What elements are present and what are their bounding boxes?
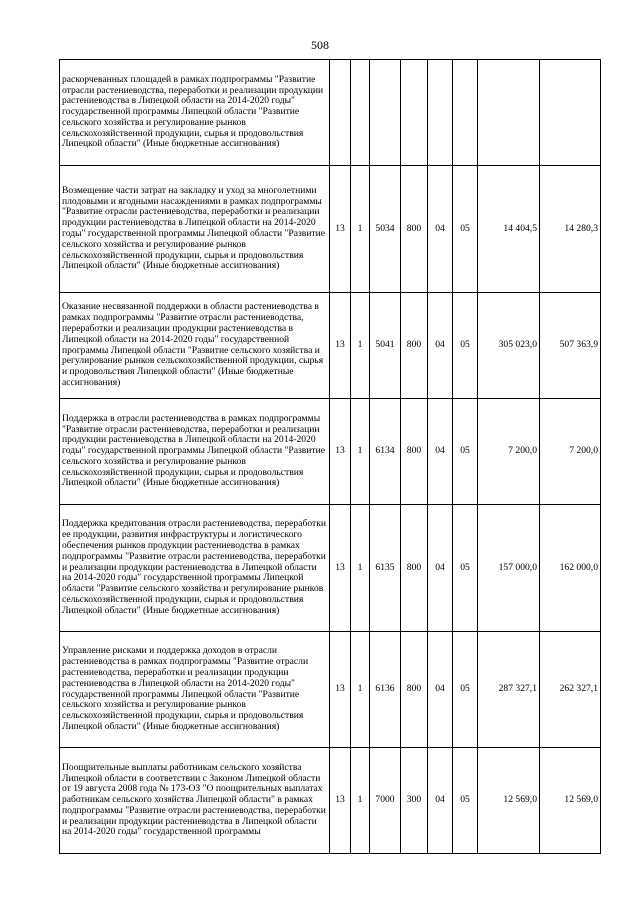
amount-year-1: 157 000,0 [478, 505, 540, 632]
amount-year-2: 14 280,3 [540, 166, 601, 293]
code-expense-type: 800 [401, 505, 428, 632]
amount-year-2: 262 327,1 [540, 632, 601, 748]
amount-year-1: 287 327,1 [478, 632, 540, 748]
code-subprogram: 1 [351, 293, 370, 399]
table-row [60, 632, 601, 748]
code-subsection: 05 [453, 166, 478, 293]
code-section: 04 [428, 293, 453, 399]
code-article: 5034 [370, 166, 401, 293]
code-gp: 13 [330, 293, 351, 399]
table-row [60, 748, 601, 854]
code-subsection: 05 [453, 748, 478, 854]
table-row [60, 293, 601, 399]
amount-year-1: 7 200,0 [478, 399, 540, 505]
amount-year-1: 12 569,0 [478, 748, 540, 854]
amount-year-2: 507 363,9 [540, 293, 601, 399]
code-gp: 13 [330, 166, 351, 293]
row-description: Поддержка кредитования отрасли растениеводства, переработки ее продукции, развития инфраструктуры и логистического обеспечения рынков продукции растениеводства в рамках подпрограммы "Развитие отрасли растениеводства, переработки и реализации продукции растениеводства в Липецкой области на 2014-2020 годы" государственной программы Липецкой области "Развитие сельского хозяйства и регулирование рынков сельскохозяйственной продукции, сырья и продовольствия Липецкой области" (Иные бюджетные ассигнования) [60, 505, 330, 632]
code-article: 6136 [370, 632, 401, 748]
code-subsection: 05 [453, 399, 478, 505]
table-row [60, 166, 601, 293]
code-expense-type: 800 [401, 399, 428, 505]
table-row [60, 60, 601, 166]
row-description: Оказание несвязанной поддержки в области растениеводства в рамках подпрограммы "Развитие отрасли растениеводства, переработки и реализации продукции растениеводства в Липецкой области на 2014-2020 годы" государственной программы Липецкой области "Развитие сельского хозяйства и регулирование рынков сельскохозяйственной продукции, сырья и продовольствия Липецкой области" (Иные бюджетные ассигнования) [60, 293, 330, 399]
code-expense-type: 800 [401, 293, 428, 399]
code-article: 6135 [370, 505, 401, 632]
code-gp: 13 [330, 505, 351, 632]
code-article: 6134 [370, 399, 401, 505]
amount-year-1: 14 404,5 [478, 166, 540, 293]
code-subprogram: 1 [351, 748, 370, 854]
amount-year-2: 7 200,0 [540, 399, 601, 505]
amount-year-1 [478, 60, 540, 166]
code-gp: 13 [330, 399, 351, 505]
code-gp: 13 [330, 632, 351, 748]
code-subsection [453, 60, 478, 166]
row-description: Управление рисками и поддержка доходов в отрасли растениеводства в рамках подпрограммы "Развитие отрасли растениеводства, переработки и реализации продукции растениеводства в Липецкой области на 2014-2020 годы" государственной программы Липецкой области "Развитие сельского хозяйства и регулирование рынков сельскохозяйственной продукции, сырья и продовольствия Липецкой области" (Иные бюджетные ассигнования) [60, 632, 330, 748]
code-section: 04 [428, 505, 453, 632]
code-subprogram [351, 60, 370, 166]
code-article: 5041 [370, 293, 401, 399]
code-expense-type: 800 [401, 166, 428, 293]
code-gp: 13 [330, 748, 351, 854]
budget-table [59, 59, 601, 854]
code-article: 7000 [370, 748, 401, 854]
code-expense-type [401, 60, 428, 166]
code-subprogram: 1 [351, 399, 370, 505]
row-description: раскорчеванных площадей в рамках подпрограммы "Развитие отрасли растениеводства, переработки и реализации продукции растениеводства в Липецкой области на 2014-2020 годы" государственной программы Липецкой области "Развитие сельского хозяйства и регулирование рынков сельскохозяйственной продукции, сырья и продовольствия Липецкой области" (Иные бюджетные ассигнования) [60, 60, 330, 166]
page-number: 508 [311, 38, 329, 52]
code-subsection: 05 [453, 293, 478, 399]
amount-year-1: 305 023,0 [478, 293, 540, 399]
code-section: 04 [428, 166, 453, 293]
code-subsection: 05 [453, 505, 478, 632]
code-section: 04 [428, 399, 453, 505]
code-subprogram: 1 [351, 505, 370, 632]
code-section [428, 60, 453, 166]
row-description: Возмещение части затрат на закладку и уход за многолетними плодовыми и ягодными насаждениями в рамках подпрограммы "Развитие отрасли растениеводства, переработки и реализации продукции растениеводства в Липецкой области на 2014-2020 годы" государственной программы Липецкой области "Развитие сельского хозяйства и регулирование рынков сельскохозяйственной продукции, сырья и продовольствия Липецкой области" (Иные бюджетные ассигнования) [60, 166, 330, 293]
amount-year-2 [540, 60, 601, 166]
code-section: 04 [428, 632, 453, 748]
amount-year-2: 12 569,0 [540, 748, 601, 854]
code-gp [330, 60, 351, 166]
row-description: Поощрительные выплаты работникам сельского хозяйства Липецкой области в соответствии с Законом Липецкой области от 19 августа 2008 года № 173-ОЗ "О поощрительных выплатах работникам сельского хозяйства Липецкой области" в рамках подпрограммы "Развитие отрасли растениеводства, переработки и реализации продукции растениеводства в Липецкой области на 2014-2020 годы" государственной программы [60, 748, 330, 854]
code-article [370, 60, 401, 166]
code-section: 04 [428, 748, 453, 854]
code-subsection: 05 [453, 632, 478, 748]
table-row [60, 399, 601, 505]
table-row [60, 505, 601, 632]
code-subprogram: 1 [351, 632, 370, 748]
code-expense-type: 300 [401, 748, 428, 854]
amount-year-2: 162 000,0 [540, 505, 601, 632]
code-expense-type: 800 [401, 632, 428, 748]
code-subprogram: 1 [351, 166, 370, 293]
row-description: Поддержка в отрасли растениеводства в рамках подпрограммы "Развитие отрасли растениеводства, переработки и реализации продукции растениеводства в Липецкой области на 2014-2020 годы" государственной программы Липецкой области "Развитие сельского хозяйства и регулирование рынков сельскохозяйственной продукции, сырья и продовольствия Липецкой области" (Иные бюджетные ассигнования) [60, 399, 330, 505]
